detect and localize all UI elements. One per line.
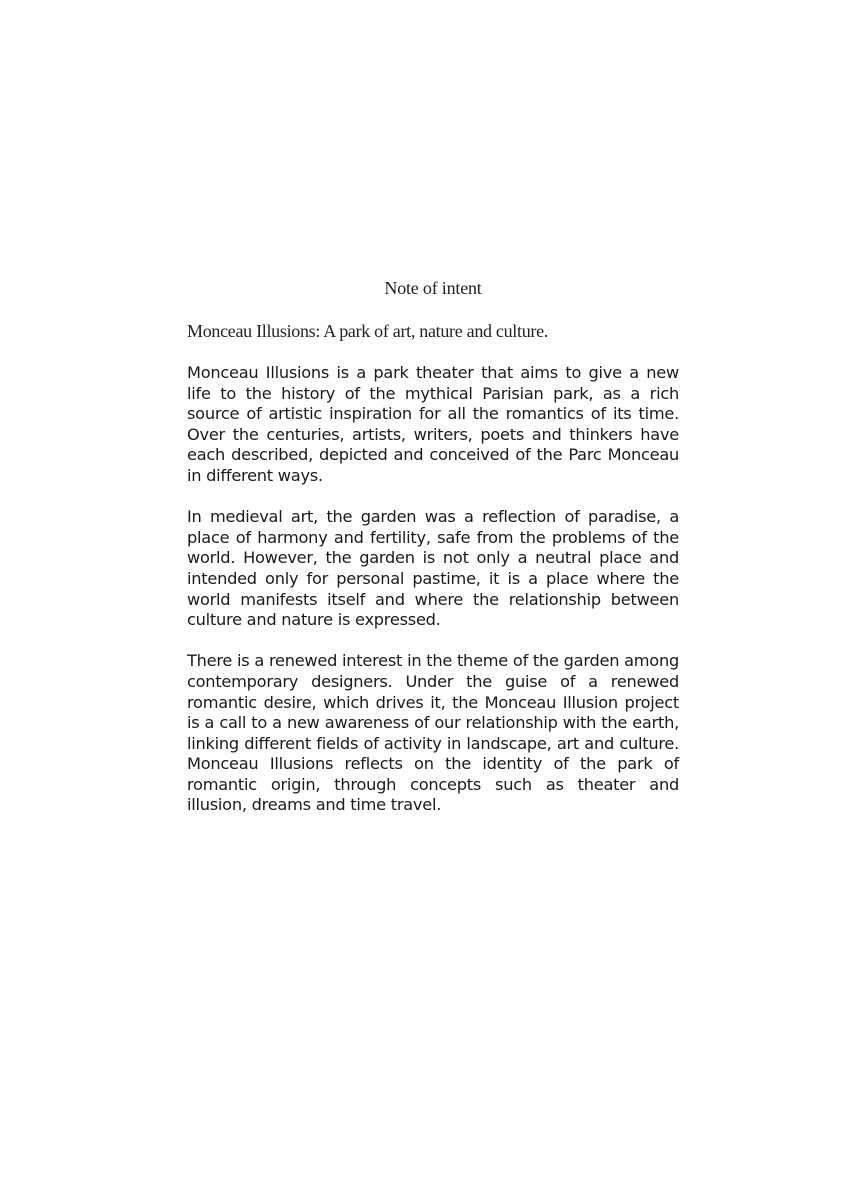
document-subtitle: Monceau Illusions: A park of art, nature and culture. [187, 321, 548, 341]
document-title: Note of intent [384, 278, 482, 298]
document-body [187, 276, 679, 837]
paragraph-intro: Monceau Illusions is a park theater that aims to give a new life to the history of the mythical Parisian park, as a rich source of artistic inspiration for all the romantics of its time. Over the centuries, artists, writers, poets and thinkers have each described, depicted and conceived of the Parc Monceau in different ways. [187, 363, 679, 485]
paragraph-medieval-art: In medieval art, the garden was a reflection of paradise, a place of harmony and fertility, safe from the problems of the world. However, the garden is not only a neutral place and intended only for personal pastime, it is a place where the world manifests itself and where the relationship between culture and nature is expressed. [187, 507, 679, 630]
paragraph-contemporary: There is a renewed interest in the theme of the garden among contemporary designers. Under the guise of a renewed romantic desire, which drives it, the Monceau Illusion project is a call to a new awareness of our relationship with the earth, linking different fields of activity in landscape, art and culture. Monceau Illusions reflects on the identity of the park of romantic origin, through concepts such as theater and illusion, dreams and time travel. [187, 651, 679, 815]
